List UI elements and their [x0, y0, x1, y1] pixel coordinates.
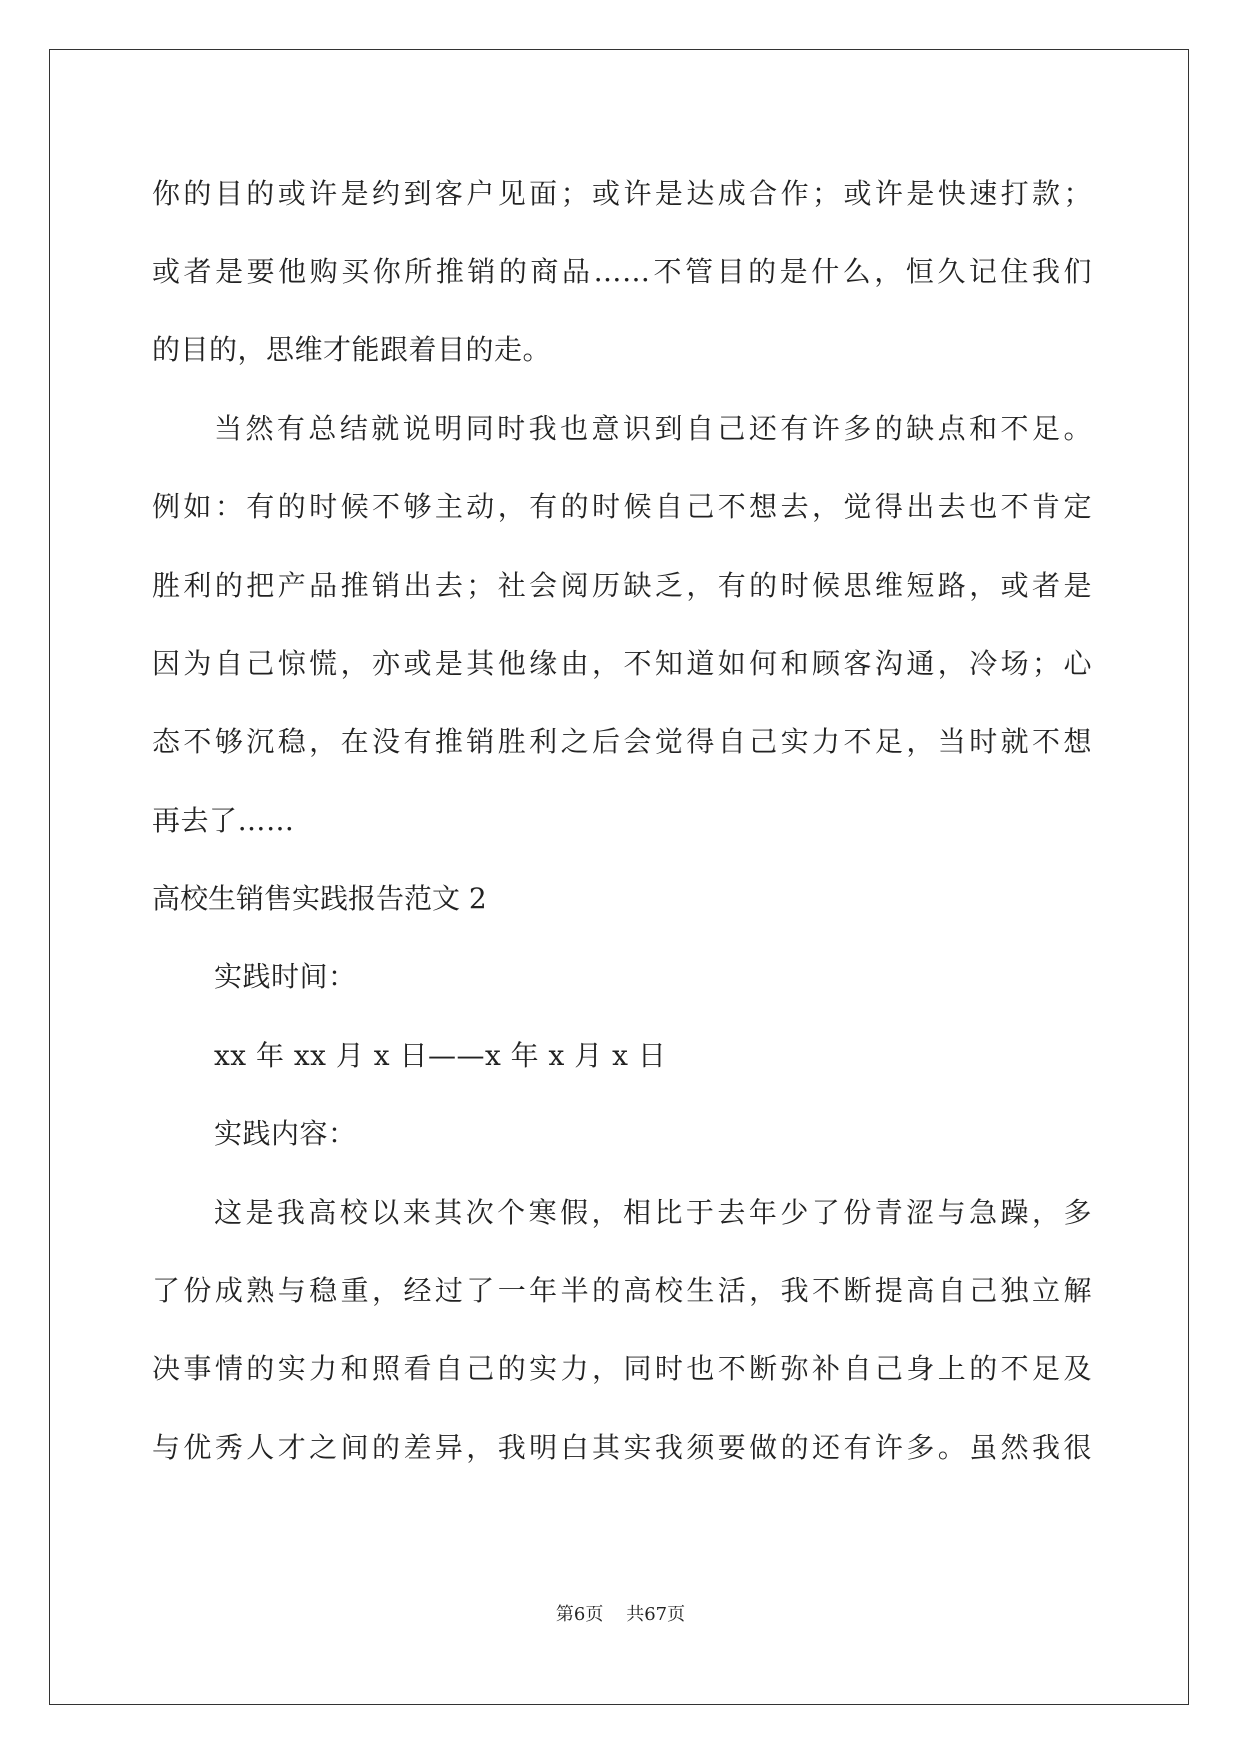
body-line-7: 因为自己惊慌，亦或是其他缘由，不知道如何和顾客沟通，冷场；心 — [152, 647, 1092, 680]
footer-page-prefix: 第 — [555, 1604, 574, 1625]
practice-time-label: 实践时间： — [214, 960, 357, 993]
body-line-3: 的目的，思维才能跟着目的走。 — [152, 333, 552, 366]
practice-time-value: xx 年 xx 月 x 日——x 年 x 月 x 日 — [214, 1039, 667, 1072]
body-line-1: 你的目的或许是约到客户见面；或许是达成合作；或许是快速打款； — [152, 177, 1092, 210]
body-line-2: 或者是要他购买你所推销的商品……不管目的是什么，恒久记住我们 — [152, 255, 1092, 288]
body-line-8: 态不够沉稳，在没有推销胜利之后会觉得自己实力不足，当时就不想 — [152, 725, 1092, 758]
body-line-9: 再去了…… — [152, 804, 295, 837]
footer-total-unit: 页 — [667, 1604, 686, 1625]
footer-page-number: 6 — [573, 1604, 586, 1625]
footer-page-unit: 页 — [585, 1604, 604, 1625]
body-line-17: 与优秀人才之间的差异，我明白其实我须要做的还有许多。虽然我很 — [152, 1431, 1092, 1464]
section-heading: 高校生销售实践报告范文 2 — [152, 882, 487, 915]
footer-total-prefix: 共 — [626, 1604, 645, 1625]
practice-content-label: 实践内容： — [214, 1117, 357, 1150]
paragraph-start-line: 当然有总结就说明同时我也意识到自己还有许多的缺点和不足。 — [214, 412, 1092, 445]
paragraph-start-line-2: 这是我高校以来其次个寒假，相比于去年少了份青涩与急躁，多 — [214, 1196, 1092, 1229]
body-line-16: 决事情的实力和照看自己的实力，同时也不断弥补自己身上的不足及 — [152, 1352, 1092, 1385]
body-line-6: 胜利的把产品推销出去；社会阅历缺乏，有的时候思维短路，或者是 — [152, 569, 1092, 602]
body-line-5: 例如：有的时候不够主动，有的时候自己不想去，觉得出去也不肯定 — [152, 490, 1092, 523]
body-line-15: 了份成熟与稳重，经过了一年半的高校生活，我不断提高自己独立解 — [152, 1274, 1092, 1307]
footer-total-pages: 67 — [644, 1604, 668, 1625]
page-footer — [0, 1603, 1241, 1627]
